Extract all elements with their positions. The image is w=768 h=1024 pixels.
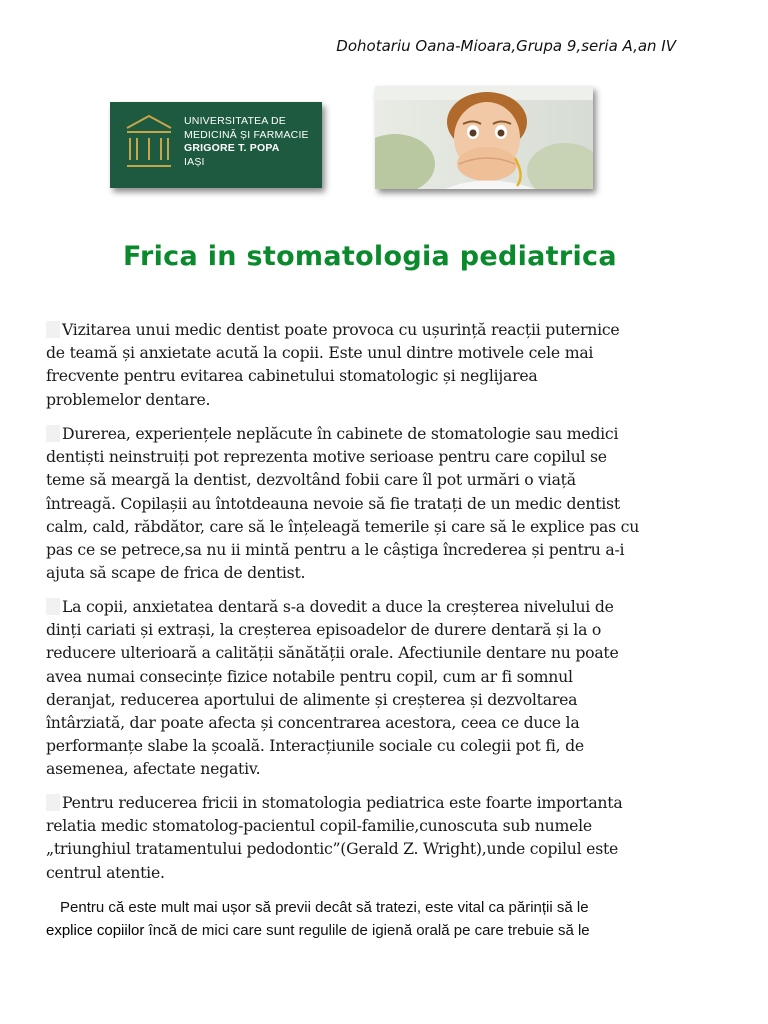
text-line: întârziată, dar poate afecta și concentrarea acestora, ceea ce duce la xyxy=(46,713,580,733)
logo-text xyxy=(184,115,309,169)
logo-line: MEDICINĂ ȘI FARMACIE xyxy=(184,128,309,141)
indent-mark xyxy=(46,425,60,442)
text-line: asemenea, afectate negativ. xyxy=(46,759,261,779)
indent-mark xyxy=(46,321,60,338)
text-line: pas ce se petrece,sa nu ii mintă pentru a le câștiga încrederea și pentru a-i xyxy=(46,540,625,560)
text-line: avea numai consecințe fizice notabile pentru copil, cum ar fi somnul xyxy=(46,666,573,686)
text-line: relatia medic stomatolog-pacientul copil-familie,cunoscuta sub numele xyxy=(46,816,592,836)
indent-mark xyxy=(46,794,60,811)
text-line: deranjat, reducerea aportului de alimente și creșterea și dezvoltarea xyxy=(46,689,578,709)
text-line: teme să meargă la dentist, dezvoltând fobii care îl pot urmări o viață xyxy=(46,470,576,490)
logo-line: GRIGORE T. POPA xyxy=(184,142,280,154)
text-line: Pentru că este mult mai ușor să previi decât să tratezi, este vital ca părinții să le xyxy=(60,899,589,916)
logo-line: IAȘI xyxy=(184,155,205,168)
text-line-content: Durerea, experiențele neplăcute în cabinete de stomatologie sau medici xyxy=(62,424,619,443)
text-line: dinți cariati și extrași, la creșterea episoadelor de durere dentară și la o xyxy=(46,620,602,640)
text-line-content: Vizitarea unui medic dentist poate provoca cu ușurință reacții puternice xyxy=(62,320,620,339)
text-line xyxy=(46,318,736,341)
child-covering-mouth-photo xyxy=(375,86,593,189)
text-line: reducere ulterioară a calității sănătății orale. Afectiunile dentare nu poate xyxy=(46,643,619,663)
paragraph-5 xyxy=(46,896,736,942)
indent-mark xyxy=(46,598,60,615)
text-line xyxy=(46,422,736,445)
text-line xyxy=(46,791,736,814)
text-line: centrul atentie. xyxy=(46,862,165,882)
text-line xyxy=(46,595,736,618)
text-line: performanțe slabe la școală. Interacțiunile sociale cu colegii pot fi, de xyxy=(46,736,584,756)
university-emblem-icon xyxy=(124,112,174,176)
explice-copiilor-link[interactable]: explice copiilor xyxy=(46,922,145,939)
text-line-content: La copii, anxietatea dentară s-a dovedit a duce la creșterea nivelului de xyxy=(62,597,614,616)
paragraph-1 xyxy=(46,318,736,411)
text-line: problemelor dentare. xyxy=(46,389,211,409)
author-line: Dohotariu Oana-Mioara,Grupa 9,seria A,an IV xyxy=(336,37,676,55)
text-line: ajuta să scape de frica de dentist. xyxy=(46,563,306,583)
paragraph-4 xyxy=(46,791,736,884)
text-line: calm, cald, răbdător, care să le înțeleagă temerile și care să le explice pas cu xyxy=(46,516,640,536)
paragraph-3 xyxy=(46,595,736,781)
text-line xyxy=(46,919,736,942)
text-line: dentiști neinstruiți pot reprezenta motive serioase pentru care copilul se xyxy=(46,447,607,467)
logo-line: UNIVERSITATEA DE xyxy=(184,115,286,127)
text-line-content: Pentru reducerea fricii in stomatologia pediatrica este foarte importanta xyxy=(62,793,623,812)
text-line: de teamă și anxietate acută la copii. Este unul dintre motivele cele mai xyxy=(46,343,594,363)
text-line-content: încă de mici care sunt regulile de igienă orală pe care trebuie să le xyxy=(144,922,590,939)
text-line: frecvente pentru evitarea cabinetului stomatologic și neglijarea xyxy=(46,366,538,386)
text-line: întreagă. Copilașii au întotdeauna nevoie să fie tratați de un medic dentist xyxy=(46,493,620,513)
paragraph-2 xyxy=(46,422,736,584)
text-line: „triunghiul tratamentului pedodontic”(Gerald Z. Wright),unde copilul este xyxy=(46,839,619,859)
university-logo xyxy=(110,102,322,188)
page-title: Frica in stomatologia pediatrica xyxy=(123,241,617,272)
